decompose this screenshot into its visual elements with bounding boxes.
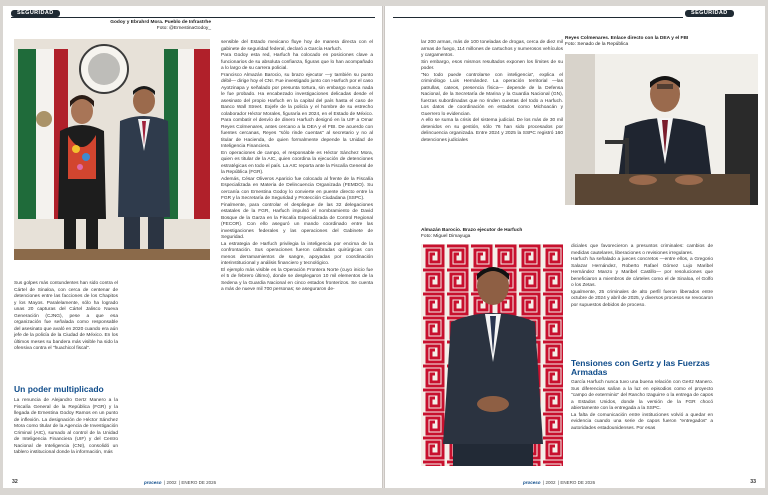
right-col1-text [421,40,563,144]
mid-photo-caption-credit: Foto: Miguel Dimayuga [421,233,471,239]
photo-illustration-right-top [565,54,758,205]
photo-caption [91,20,211,32]
right-col2-text [571,244,713,309]
left-col1-intro: Sus golpes más contundentes han sido contra el Cártel de Sinaloa, con cerca de centenar de detenciones entre las facciones de los Chapitos y los Mayos. Paralelamente, sólo ha logrado unas 20 capturas del Cártel Jalisco Nueva Generación (CJNG), pese a que esa organización fue señalada como responsable del asesinato que avaló en 2020 cuando era aún jefe de la policía de la Ciudad de México. En los últimos meses su bandera más visible ha sido la ofensiva contra el "huachicol fiscal". [14,281,118,351]
mid-photo-caption [421,228,563,240]
footer-left: proceso | 2002 | ENERO DE 2026 [144,480,217,485]
footer-right: proceso | 2002 | ENERO DE 2026 [523,480,596,485]
right-col1-body-text: lar 200 armas, más de 100 toneladas de drogas, cerca de diez mil armas de fuego, 114 millones de cartuchos y numerosos vehículos y cargamentos. Sin embargo, esos mismos resultados exponen los límites de su poder. "No todo puede controlarse con inteligencia", explica el criminólogo Luis Hernández. La operación territorial —las patrullas, cateos, presencia física— depende de la Defensa Nacional, de la Secretaría de Marina y la Guardia Nacional (GN), fuerzas subordinadas que no rinden cuentas del todo a Harfuch. Los datos de coordinación en estados como Michoacán y Guerrero lo evidencian. A ello se suma la crisis del sistema judicial. De los más de 30 mil detenidos en su gestión, sólo 76 han sido procesados por delincuencia organizada. Entre 2024 y 2025 la SSPC registró 160 detenciones judiciales [421,40,563,143]
photo-illustration [14,39,210,260]
right-col2-body-text: diciales que favorecieron a presuntos criminales: cambios de medidas cautelares, liberaciones o revisiones irregulares. Harfuch ha señalado a jueces concretos —entre ellos, a Gregorio Salazar Hernández, Roberto Rafael Gómez Lujo Maribel Hernández Manzo y Maribel Castillo— por resoluciones que beneficiaron a miembros de cárteles como el de Sinaloa, el Golfo o los Zetas. Igualmente, 25 criminales de alto perfil fueron liberados entre octubre de 2024 y abril de 2025, y diversos procesos se revocaron por supuestos debidos de proceso. [571,244,713,308]
left-col2-body-text: sensible del Estado mexicano fluye hoy de manera directa con el gabinete de seguridad federal, declaró a García Harfuch. Para Godoy esta red, Harfuch ha colocado en posiciones clave a funcionarios de su absoluta confianza, figuras que lo han acompañado a lo largo de su carrera policial. Francisco Almazán Barocio, su brazo ejecutor —y también su punto débil— dirige hoy el CNI. Fue investigado junto con Harfuch por el caso Ayotzinapa y señalado por presunta tortura, sin embargo nunca nada le fue probado. Ha encabezado investigaciones delicadas desde el asesinato del propio Harfuch en la capital del país hasta el caso de Banco Wall Street. Exjefe de la policía y el hombre de su estrecho colaborador Héctor Morales, figuraría en 2024, en el Estado de México. Para combatir el desvío de dinero Harfuch designó en la UIF a Omar Reyes Colmenares, antes cercano a la DEA y el FBI. De acuerdo con fuentes cercanas, Reyes "sólo rinde cuentas" al secretario y no al titular de Hacienda, de quien formalmente depende la Unidad de Inteligencia Financiera. En operaciones de campo, el responsable es Héctor Sánchez Mora, quien es titular de la AIC, quien coordina la ejecución de detenciones estratégicas en todo el país. La AIC reporta ante la Fiscalía General de la República (FGR). Además, César Oliveros Aparicio fue colocado al frente de la Fiscalía Especializada en Materia de Delincuencia Organizada (FEMDO). Su cercanía con Ernestina Godoy lo convierte en puente directo entre la FGR y la Secretaría de Seguridad y Protección Ciudadana (SSPC). Finalmente, para controlar el despliegue de las 32 delegaciones estatales de la FGR, Harfuch impulsó el nombramiento de David Bosque de la Garza en la Fiscalía Especializada de Control Regional (FECOR). Con ello aseguró un mando coordinado entre las investigaciones federales y las operaciones del Gabinete de Seguridad. La estrategia de Harfuch privilegia la inteligencia por encima de la confrontación. Sus operaciones fueron calibradas quirúrgicas con menos derramamientos de sangre, apoyadas por coordinación interinstitucional y análisis financiero y tecnológico. El ejemplo más visible es la Operación Frontera Norte (cuyo inicio fue el 5 de febrero último), donde se desplegaron 10 mil elementos de la Sedena y la Guardia Nacional en cinco estados fronterizos. Se cuenta a más de nueve mil 700 personas; se aseguraron de- [221,40,373,292]
section-rule-right [393,17,683,18]
photo-godoy-mora [14,39,210,260]
footer-date-left: ENERO DE 2026 [181,480,217,485]
photo-caption-title: Godoy y Ebrahrd Mora. Pueblo de Infrastrhe [110,20,211,25]
left-page [3,6,383,488]
top-photo-caption-credit: Foto: Senado de la República [565,41,629,47]
left-col1-body-text: La renuncia de Alejandro Gertz Manero a la Fiscalía General de la República (FGR) y la llegada de Ernestina Godoy Ramos en un punto de inflexión. La designación de Héctor Sánchez Mora como titular de la Agencia de Investigación Criminal (AIC), sumado al control de la Unidad de Inteligencia Financiera (UIF) y del Centro Nacional de Inteligencia (CNI), consolidó un tablero institucional donde la información, más [14,398,118,455]
mid-photo-caption-title: Almazán Barocio. Brazo ejecutor de Harfuch [421,228,523,233]
photo-caption-credit: Foto: @ErnestinaGodoy_ [156,25,211,31]
photo-reyes-colmenares [565,54,758,205]
top-photo-caption [565,36,755,48]
section-tag: SEGURIDAD [11,10,60,17]
top-photo-caption-title: Reyes Colmenares. Enlace directo con la DEA y el FBI [565,36,689,41]
photo-almazan-barocio [421,244,563,466]
page-number-right: 33 [750,479,756,485]
right-page [385,6,765,488]
footer-issue-right: 2002 [545,480,556,485]
section-rule [11,17,375,18]
left-col1-body [14,398,118,459]
page-number-left: 32 [12,479,18,485]
footer-brand-right: proceso [523,480,541,485]
footer-issue-left: 2002 [166,480,177,485]
photo-illustration-right-mid [421,244,563,466]
footer-date-right: ENERO DE 2026 [560,480,596,485]
left-col2-text [221,40,373,294]
section-tag-right: SEGURIDAD [685,10,734,17]
right-col2-after-text [571,380,713,432]
subhead-tensiones: Tensiones con Gertz y las Fuerzas Armadas [571,358,710,377]
footer-brand-left: proceso [144,480,162,485]
right-col2-after-body: García Harfuch nunca tuvo una buena relación con Gertz Manero. Sus diferencias salían a la luz en episodios como el proyecto "campo de exterminio" del Rancho Izaguirre o la entrega de capos a Estados Unidos, donde la versión de la FGR chocó abiertamente con la entregada a la SSPC. La falta de comunicación entre instituciones volvió a quedar en evidencia cuando una serie de capos fueron "entregados" a autoridades estadounidenses. Por esas [571,380,713,431]
left-col1-text [14,281,118,355]
subhead-poder-multiplicado: Un poder multiplicado [14,384,104,394]
